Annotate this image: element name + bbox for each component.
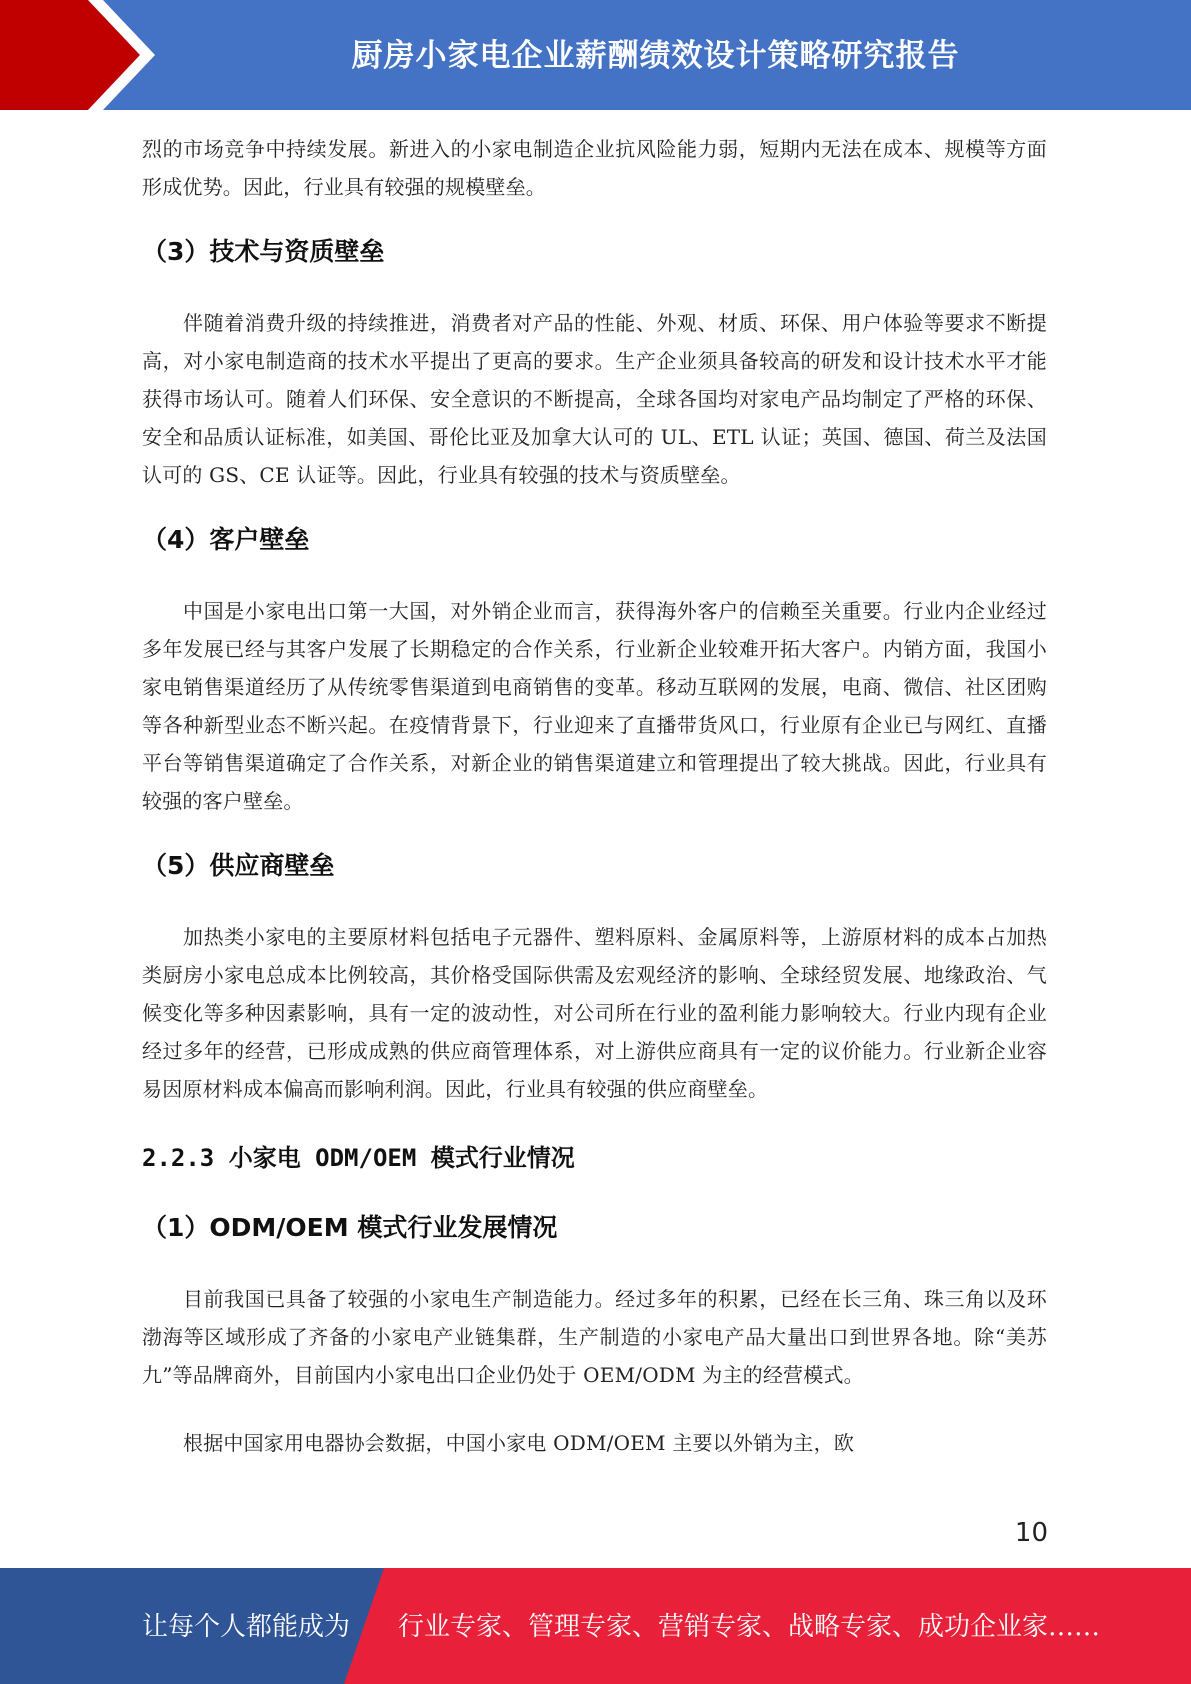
section-heading-odm-oem: 2.2.3 小家电 ODM/OEM 模式行业情况 — [142, 1144, 575, 1172]
paragraph-odm-capacity: 目前我国已具备了较强的小家电生产制造能力。经过多年的积累，已经在长三角、珠三角以及环渤海等区域形成了齐备的小家电产业链集群，生产制造的小家电产品大量出口到世界各地。除“美苏九”等品牌商外，目前国内小家电出口企业仍处于 OEM/ODM 为主的经营模式。 — [142, 1287, 1047, 1387]
footer-slogan-right: 行业专家、管理专家、营销专家、战略专家、成功企业家…… — [398, 1612, 1101, 1642]
document-title: 厨房小家电企业薪酬绩效设计策略研究报告 — [351, 38, 960, 74]
footer-banner — [0, 1568, 1191, 1684]
footer-slogan-left: 让每个人都能成为 — [142, 1612, 351, 1642]
heading-odm-development: （1）ODM/OEM 模式行业发展情况 — [142, 1213, 558, 1242]
heading-customer-barrier: （4）客户壁垒 — [142, 525, 310, 554]
page-content — [142, 130, 1047, 1462]
paragraph-customer-barrier: 中国是小家电出口第一大国，对外销企业而言，获得海外客户的信赖至关重要。行业内企业经过多年发展已经与其客户发展了长期稳定的合作关系，行业新企业较难开拓大客户。内销方面，我国小家电销售渠道经历了从传统零售渠道到电商销售的变革。移动互联网的发展，电商、微信、社区团购等各种新型业态不断兴起。在疫情背景下，行业迎来了直播带货风口，行业原有企业已与网红、直播平台等销售渠道确定了合作关系，对新企业的销售渠道建立和管理提出了较大挑战。因此，行业具有较强的客户壁垒。 — [142, 599, 1047, 813]
heading-supplier-barrier: （5）供应商壁垒 — [142, 851, 335, 880]
header-banner — [0, 0, 1191, 110]
paragraph-odm-data: 根据中国家用电器协会数据，中国小家电 ODM/OEM 主要以外销为主，欧 — [183, 1431, 855, 1455]
heading-tech-barrier: （3）技术与资质壁垒 — [142, 237, 385, 266]
paragraph-supplier-barrier: 加热类小家电的主要原材料包括电子元器件、塑料原料、金属原料等，上游原材料的成本占加热类厨房小家电总成本比例较高，其价格受国际供需及宏观经济的影响、全球经贸发展、地缘政治、气候变化等多种因素影响，具有一定的波动性，对公司所在行业的盈利能力影响较大。行业内现有企业经过多年的经营，已形成成熟的供应商管理体系，对上游供应商具有一定的议价能力。行业新企业容易因原材料成本偏高而影响利润。因此，行业具有较强的供应商壁垒。 — [142, 925, 1047, 1101]
paragraph-tech-barrier: 伴随着消费升级的持续推进，消费者对产品的性能、外观、材质、环保、用户体验等要求不断提高，对小家电制造商的技术水平提出了更高的要求。生产企业须具备较高的研发和设计技术水平才能获得市场认可。随着人们环保、安全意识的不断提高，全球各国均对家电产品均制定了严格的环保、安全和品质认证标准，如美国、哥伦比亚及加拿大认可的 UL、ETL 认证；英国、德国、荷兰及法国认可的 GS、CE 认证等。因此，行业具有较强的技术与资质壁垒。 — [142, 311, 1047, 487]
paragraph-intro: 烈的市场竞争中持续发展。新进入的小家电制造企业抗风险能力弱，短期内无法在成本、规模等方面形成优势。因此，行业具有较强的规模壁垒。 — [142, 137, 1047, 199]
page-number: 10 — [1014, 1518, 1048, 1548]
